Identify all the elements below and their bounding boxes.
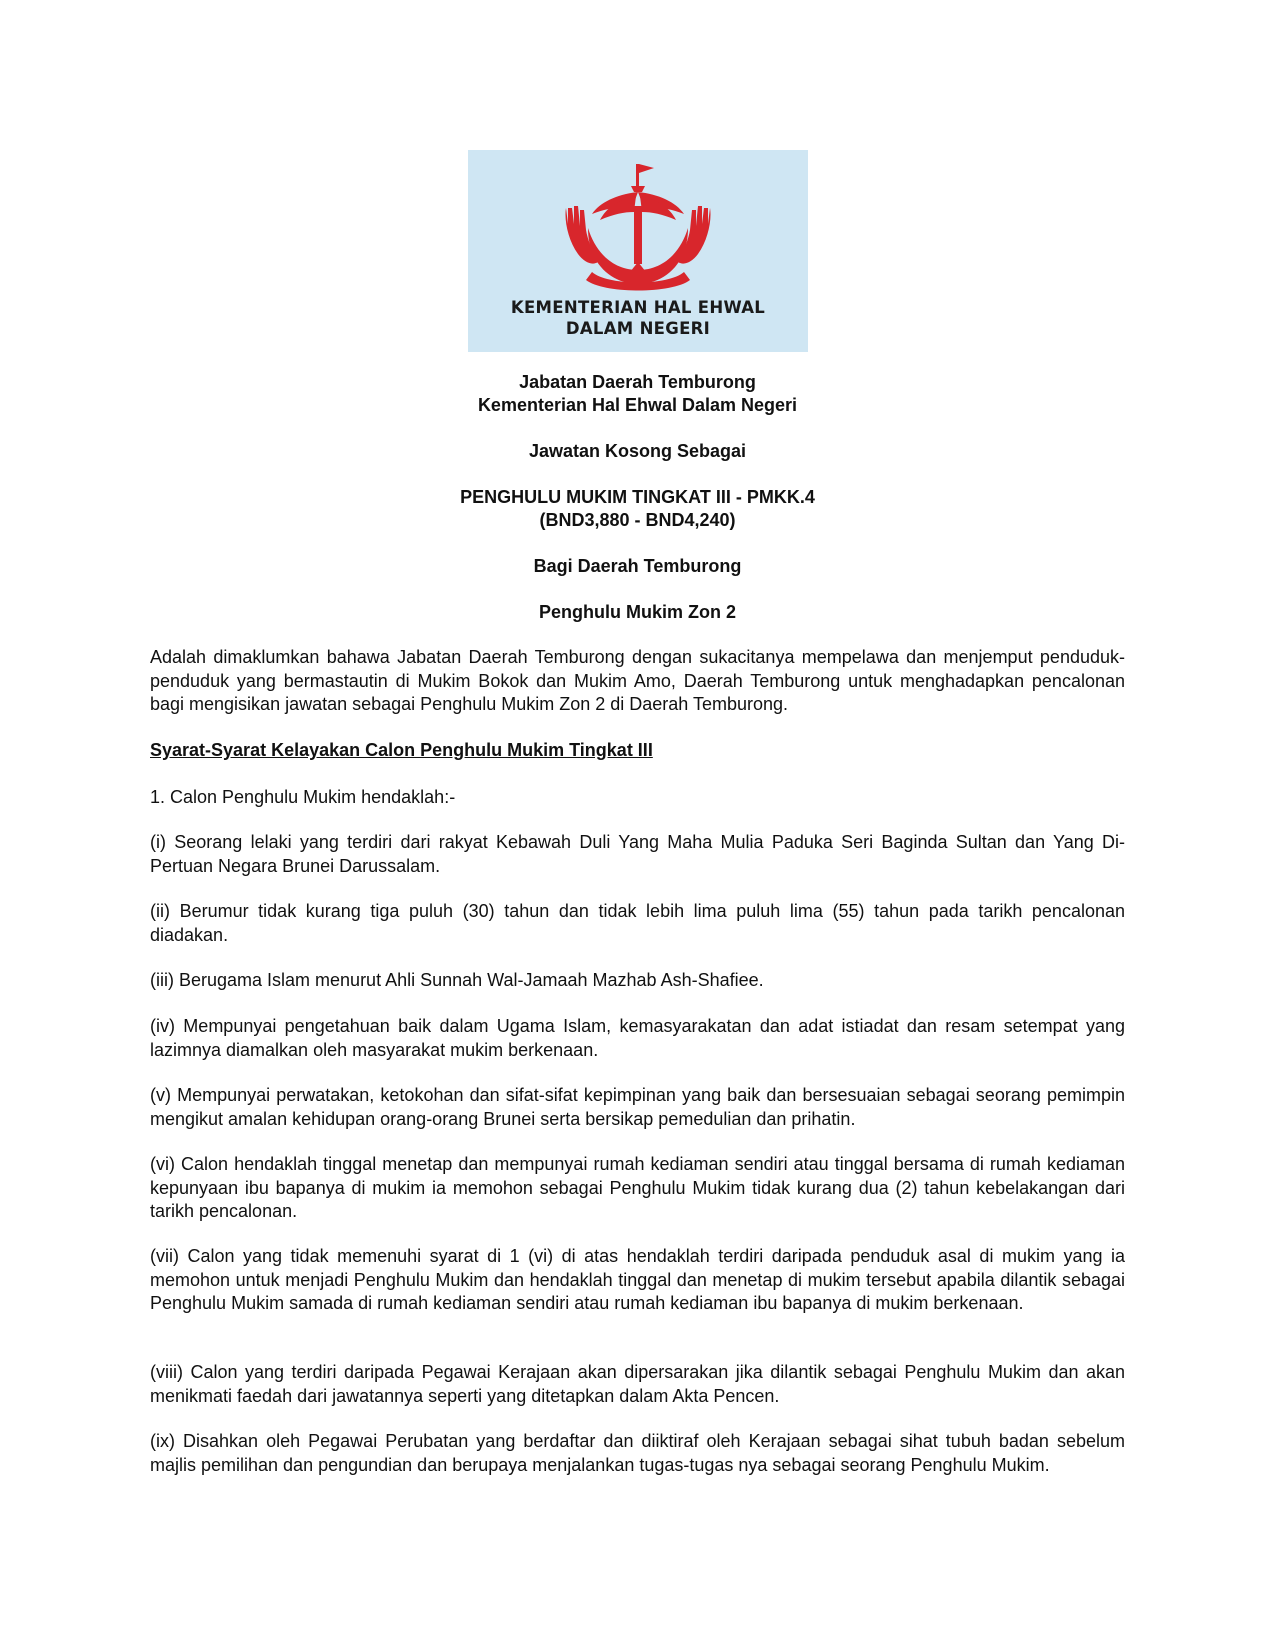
requirement-item: (iv) Mempunyai pengetahuan baik dalam Ugama Islam, kemasyarakatan dan adat istiadat dan resam setempat yang lazimnya diamalkan oleh masyarakat mukim berkenaan.	[150, 1016, 1125, 1060]
position-title: PENGHULU MUKIM TINGKAT III - PMKK.4	[460, 487, 815, 507]
intro-paragraph: Adalah dimaklumkan bahawa Jabatan Daerah Temburong dengan sukacitanya mempelawa dan menjemput penduduk-penduduk yang bermastautin di Mukim Bokok dan Mukim Amo, Daerah Temburong untuk menghadapkan pencalonan bagi mengisikan jawatan sebagai Penghulu Mukim Zon 2 di Daerah Temburong.	[150, 647, 1125, 714]
brunei-crest-icon	[468, 150, 808, 295]
section-title: Syarat-Syarat Kelayakan Calon Penghulu Mukim Tingkat III	[150, 740, 653, 760]
requirement-item: (vii) Calon yang tidak memenuhi syarat di 1 (vi) di atas hendaklah terdiri daripada penduduk asal di mukim yang ia memohon untuk menjadi Penghulu Mukim dan hendaklah tinggal dan menetap di mukim tersebut apabila dilantik sebagai Penghulu Mukim samada di rumah kediaman sendiri atau rumah kediaman ibu bapanya di mukim berkenaan.	[150, 1246, 1125, 1313]
requirement-item: (iii) Berugama Islam menurut Ahli Sunnah Wal-Jamaah Mazhab Ash-Shafiee.	[150, 970, 764, 990]
requirement-item: (ii) Berumur tidak kurang tiga puluh (30) tahun dan tidak lebih lima puluh lima (55) tahun pada tarikh pencalonan diadakan.	[150, 901, 1125, 945]
requirement-item: (v) Mempunyai perwatakan, ketokohan dan sifat-sifat kepimpinan yang baik dan bersesuaian sebagai seorang pemimpin mengikut amalan kehidupan orang-orang Brunei serta bersikap pemedulian dan prihatin.	[150, 1085, 1125, 1129]
requirement-item: (vi) Calon hendaklah tinggal menetap dan mempunyai rumah kediaman sendiri atau tinggal bersama di rumah kediaman kepunyaan ibu bapanya di mukim ia memohon sebagai Penghulu Mukim tidak kurang dua (2) tahun kebelakangan dari tarikh pencalonan.	[150, 1154, 1125, 1221]
ministry-name: Kementerian Hal Ehwal Dalam Negeri	[477, 395, 798, 415]
ministry-logo	[468, 150, 808, 352]
logo-text-line2: DALAM NEGERI	[565, 319, 711, 338]
requirement-item: (i) Seorang lelaki yang terdiri dari rakyat Kebawah Duli Yang Maha Mulia Paduka Seri Baginda Sultan dan Yang Di-Pertuan Negara Brunei Darussalam.	[150, 832, 1125, 876]
district-heading: Bagi Daerah Temburong	[533, 556, 742, 576]
requirement-item: (ix) Disahkan oleh Pegawai Perubatan yang berdaftar dan diiktiraf oleh Kerajaan sebagai sihat tubuh badan sebelum majlis pemilihan dan pengundian dan berupaya menjalankan tugas-tugas nya sebagai seorang Penghulu Mukim.	[150, 1431, 1125, 1475]
requirement-item: (viii) Calon yang terdiri daripada Pegawai Kerajaan akan dipersarakan jika dilantik sebagai Penghulu Mukim dan akan menikmati faedah dari jawatannya seperti yang ditetapkan dalam Akta Pencen.	[150, 1362, 1125, 1406]
list-intro: 1. Calon Penghulu Mukim hendaklah:-	[150, 787, 456, 807]
zone-heading: Penghulu Mukim Zon 2	[539, 602, 736, 622]
logo-text-line1: KEMENTERIAN HAL EHWAL	[510, 298, 766, 317]
vacancy-heading: Jawatan Kosong Sebagai	[528, 441, 747, 461]
department-name: Jabatan Daerah Temburong	[519, 372, 756, 392]
salary-range: (BND3,880 - BND4,240)	[539, 510, 736, 530]
